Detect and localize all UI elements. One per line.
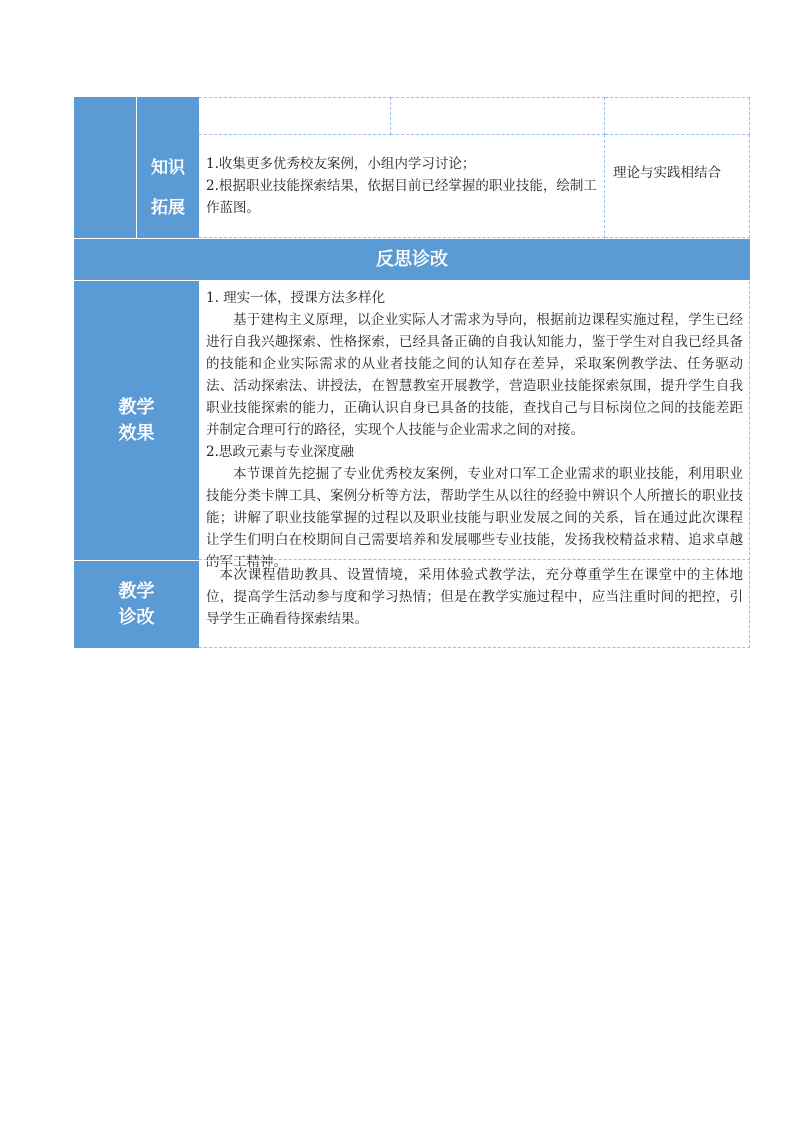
knowledge-item-1: 1.收集更多优秀校友案例，小组内学习讨论；: [206, 156, 476, 172]
effect-label-line1: 教学: [118, 397, 155, 418]
diagnosis-paragraph: 本次课程借助教具、设置情境，采用体验式教学法，充分尊重学生在课堂中的主体地位，提高学生活动参与度和学习热情；但是在教学实施过程中，应当注重时间的把控，引导学生正确看待探索结果。: [206, 567, 743, 627]
knowledge-blank-cell: [74, 135, 137, 238]
knowledge-label-line1: 知识: [151, 158, 185, 178]
reflection-section-title: 反思诊改: [376, 249, 448, 270]
empty-cell-1: [199, 97, 391, 135]
effect-paragraph-1: 基于建构主义原理，以企业实际人才需求为导向，根据前边课程实施过程，学生已经进行自我兴趣探索、性格探索，已经具备正确的自我认知能力，鉴于学生对自我已经具备的技能和企业实际需求的从业者技能之间的认知存在差异，采取案例教学法、任务驱动法、活动探索法、讲授法，在智慧教室开展教学，营造职业技能探索氛围，提升学生自我职业技能探索的能力，正确认识自身已具备的技能，查找自己与目标岗位之间的技能差距并制定合理可行的路径，实现个人技能与企业需求之间的对接。: [206, 312, 743, 438]
empty-cell-3: [605, 97, 750, 135]
empty-row: [74, 97, 750, 135]
diagnosis-label-line2: 诊改: [118, 607, 155, 628]
effect-heading-1: 1. 理实一体，授课方法多样化: [206, 290, 386, 306]
diagnosis-row: [74, 560, 750, 648]
knowledge-item-2: 2.根据职业技能探索结果，依据目前已经掌握的职业技能，绘制工作蓝图。: [206, 178, 597, 216]
reflection-section-header: [74, 238, 750, 280]
knowledge-content-cell: [199, 135, 605, 238]
knowledge-method-cell: [605, 135, 750, 238]
effect-label-cell: [74, 281, 199, 560]
knowledge-method: 理论与实践相结合: [613, 165, 721, 181]
empty-blue-cell-1: [74, 97, 137, 135]
effect-row: [74, 280, 750, 570]
diagnosis-label-line1: 教学: [118, 581, 155, 602]
effect-paragraph-2: 本节课首先挖掘了专业优秀校友案例，专业对口军工企业需求的职业技能，利用职业技能分类卡牌工具、案例分析等方法，帮助学生从以往的经验中辨识个人所擅长的职业技能；讲解了职业技能掌握的过程以及职业技能与职业发展之间的关系，旨在通过此次课程让学生们明白在校期间自己需要培养和发展哪些专业技能，发扬我校精益求精、追求卓越的军工精神。: [206, 466, 743, 570]
knowledge-label-cell: [137, 135, 199, 238]
lesson-table: [74, 97, 750, 648]
knowledge-label-line2: 拓展: [151, 198, 185, 218]
empty-blue-cell-2: [137, 97, 199, 135]
diagnosis-label-cell: [74, 561, 199, 648]
effect-heading-2: 2.思政元素与专业深度融: [206, 444, 354, 460]
effect-label-line2: 效果: [118, 423, 155, 444]
knowledge-row: [74, 135, 750, 238]
empty-cell-2: [391, 97, 605, 135]
diagnosis-content-cell: [199, 561, 750, 648]
effect-content-cell: [199, 281, 750, 570]
